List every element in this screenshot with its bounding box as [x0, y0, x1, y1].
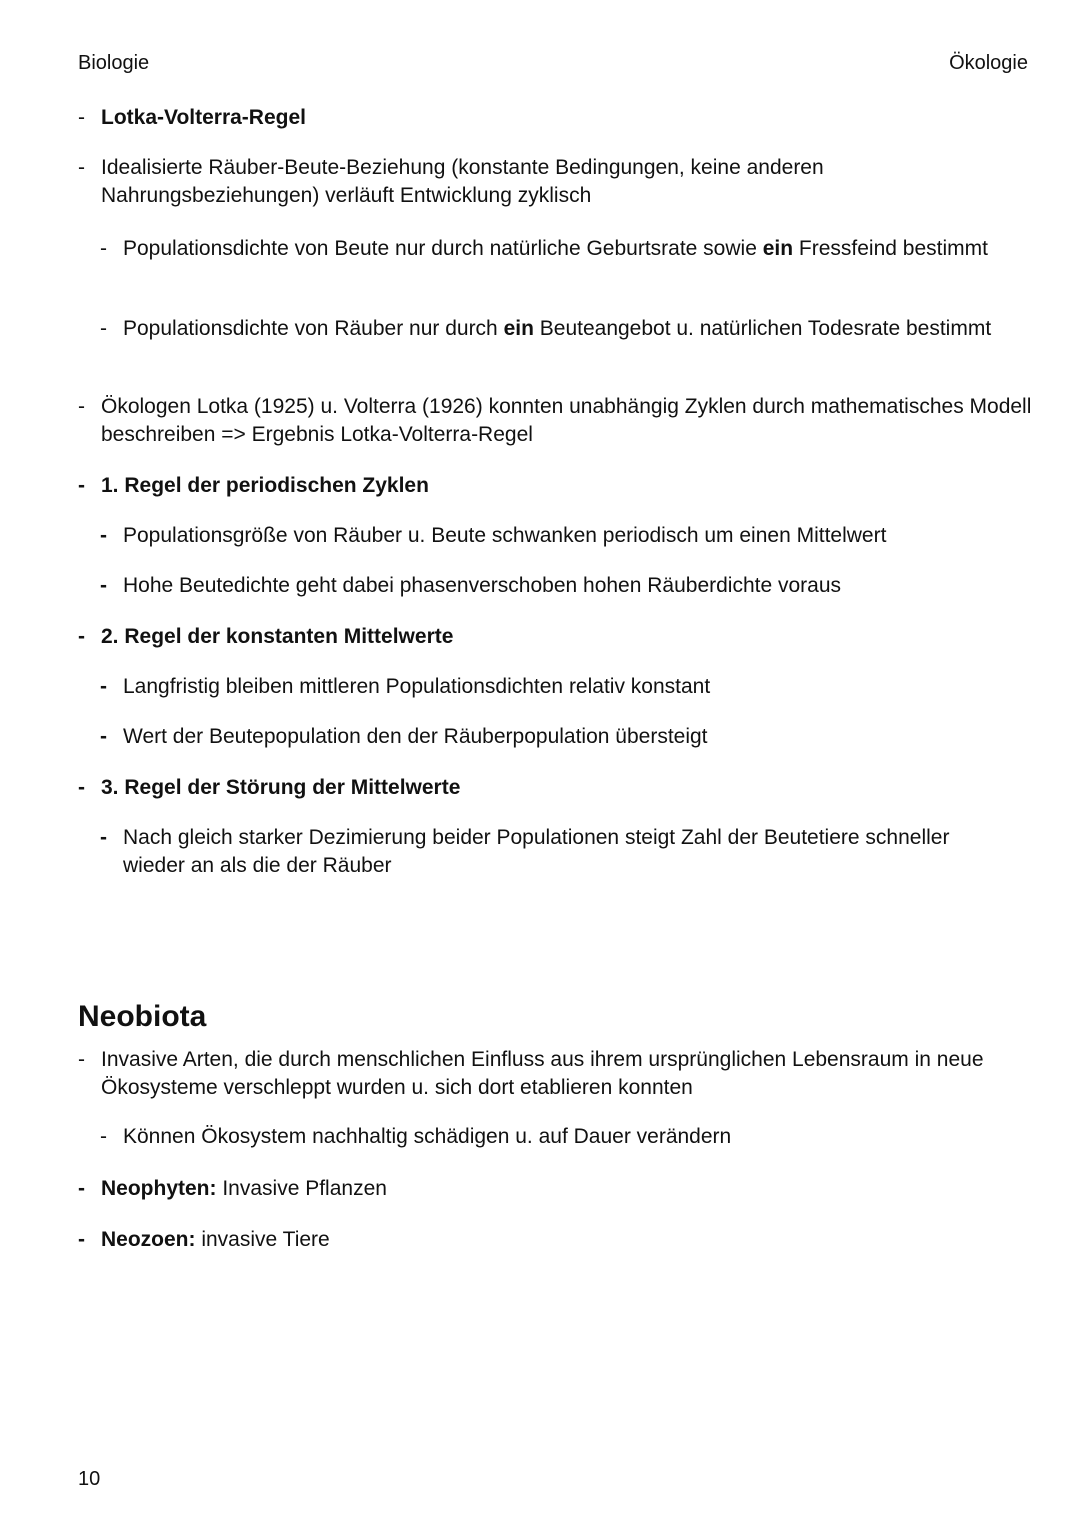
- list-item-rule2-b: - Wert der Beutepopulation den der Räuberpopulation übersteigt: [100, 725, 708, 748]
- list-item-idealized: - Idealisierte Räuber-Beute-Beziehung (konstante Bedingungen, keine anderen Nahrungsbeziehungen) verläuft Entwicklung zyklisch: [78, 154, 1038, 210]
- list-item-text: Idealisierte Räuber-Beute-Beziehung (konstante Bedingungen, keine anderen Nahrungsbeziehungen) verläuft Entwicklung zyklisch: [101, 156, 824, 207]
- list-item-rule1-a: - Populationsgröße von Räuber u. Beute schwanken periodisch um einen Mittelwert: [100, 524, 887, 547]
- page-number: 10: [78, 1468, 101, 1490]
- rule-title: 1. Regel der periodischen Zyklen: [101, 474, 429, 497]
- header-subject: Biologie: [78, 52, 150, 74]
- list-item-prey: - Populationsdichte von Beute nur durch natürliche Geburtsrate sowie ein Fressfeind bestimmt: [100, 237, 988, 260]
- list-item-text: Ökologen Lotka (1925) u. Volterra (1926) konnten unabhängig Zyklen durch mathematisches Modell beschreiben => Ergebnis Lotka-Volterra-Regel: [101, 395, 1032, 446]
- list-item-ecologists: - Ökologen Lotka (1925) u. Volterra (1926) konnten unabhängig Zyklen durch mathematisches Modell beschreiben => Ergebnis Lotka-Volterra-Regel: [78, 393, 1038, 449]
- list-item-lotka-title: - Lotka-Volterra-Regel: [78, 106, 306, 129]
- section-title: Lotka-Volterra-Regel: [101, 106, 306, 129]
- list-item-invasive: - Invasive Arten, die durch menschlichen Einfluss aus ihrem ursprünglichen Lebensraum in neue Ökosysteme verschleppt wurden u. sich dort etablieren konnten: [78, 1048, 984, 1099]
- list-item-damage: - Können Ökosystem nachhaltig schädigen u. auf Dauer verändern: [100, 1125, 732, 1148]
- header-topic: Ökologie: [949, 52, 1028, 74]
- list-item-predator: - Populationsdichte von Räuber nur durch ein Beuteangebot u. natürlichen Todesrate bestimmt: [100, 317, 992, 340]
- section-heading-neobiota: Neobiota: [78, 1000, 207, 1033]
- list-item-neophyten: - Neophyten: Invasive Pflanzen: [78, 1177, 387, 1200]
- list-item-rule1: - 1. Regel der periodischen Zyklen: [78, 474, 429, 497]
- list-item-rule1-b: - Hohe Beutedichte geht dabei phasenverschoben hohen Räuberdichte voraus: [100, 574, 842, 597]
- list-item-rule3-a: - Nach gleich starker Dezimierung beider Populationen steigt Zahl der Beutetiere schneller wieder an als die der Räuber: [100, 826, 950, 877]
- list-item-neozoen: - Neozoen: invasive Tiere: [78, 1228, 330, 1251]
- list-item-rule2: - 2. Regel der konstanten Mittelwerte: [78, 625, 454, 648]
- rule-title: 2. Regel der konstanten Mittelwerte: [101, 625, 454, 648]
- list-item-rule2-a: - Langfristig bleiben mittleren Populationsdichten relativ konstant: [100, 675, 711, 698]
- rule-title: 3. Regel der Störung der Mittelwerte: [101, 776, 461, 799]
- list-item-rule3: - 3. Regel der Störung der Mittelwerte: [78, 776, 461, 799]
